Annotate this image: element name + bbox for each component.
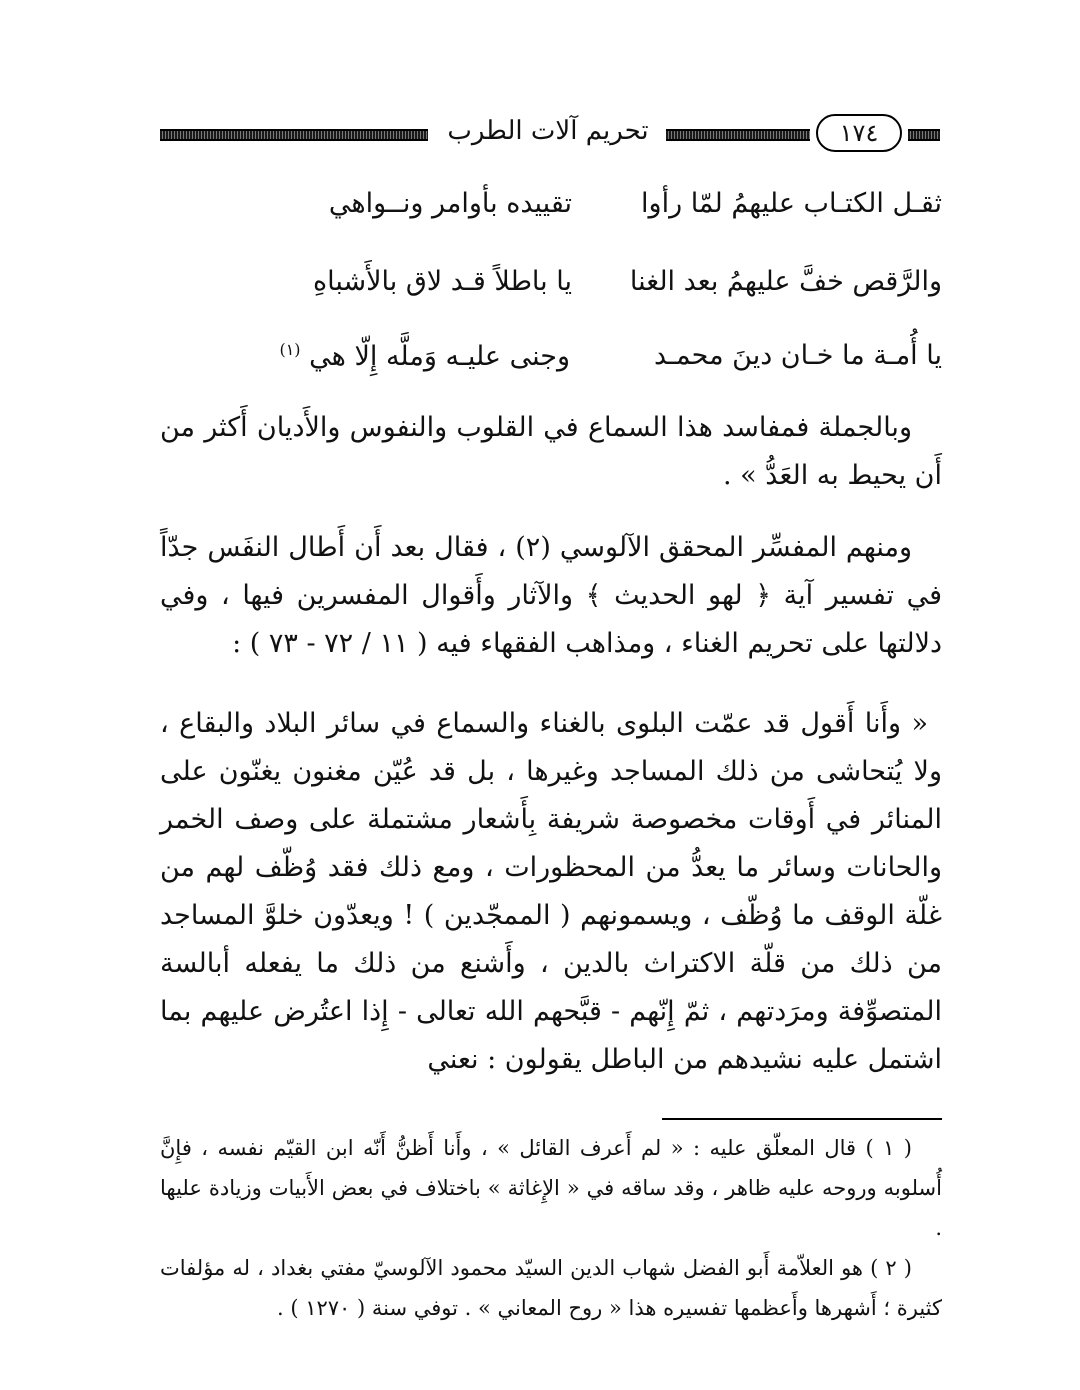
page-number: ١٧٤: [816, 114, 902, 152]
poem-line: [160, 188, 942, 228]
footnote-2: ( ٢ ) هو العلاّمة أَبو الفضل شهاب الدين السيّد محمود الآلوسيّ مفتي بغداد ، له مؤلفات كثيرة ؛ أَشهرها وأَعظمها تفسيره هذا « روح المعاني » . توفي سنة ( ١٢٧٠ ) .: [160, 1256, 942, 1320]
verse-second-hemistich: يا باطلاً قـد لاق بالأَشباهِ: [312, 266, 572, 297]
verse-text: وجنى عليـه وَملَّه إِلّا هي: [309, 341, 570, 372]
verse-first-hemistich: ثقـل الكتـاب عليهمُ لمّا رأوا: [641, 188, 942, 219]
running-title: تحريم آلات الطرب: [447, 116, 649, 146]
body-text: [160, 700, 942, 1084]
verse-second-hemistich: تقييده بأوامر ونــواهي: [328, 188, 572, 219]
page-header: [160, 112, 940, 156]
footnotes: [160, 1128, 942, 1328]
footnote-marker: (١): [279, 340, 301, 359]
footnote-1: ( ١ ) قال المعلّق عليه : « لم أَعرف القائل » ، وأَنا أَظنُّ أَنّه ابن القيّم نفسه ، فإِنَّ أُسلوبه وروحه عليه ظاهر ، وقد ساقه في « الإِغاثة » باختلاف في بعض الأَبيات وزيادة عليها .: [160, 1136, 942, 1240]
body-text: [160, 524, 942, 668]
verse-first-hemistich: يا أُمـة ما خـان دينَ محمـد: [653, 340, 942, 371]
paragraph: وبالجملة فمفاسد هذا السماع في القلوب والنفوس والأَديان أَكثر من أَن يحيط به العَدُّ » .: [160, 412, 942, 491]
quoted-paragraph: « وأَنا أَقول قد عمّت البلوى بالغناء والسماع في سائر البلاد والبقاع ، ولا يُتحاشى من ذلك المساجد وغيرها ، بل قد عُيّن مغنون يغنّون على المنائر في أَوقات مخصوصة شريفة بِأَشعار مشتملة على وصف الخمر والحانات وسائر ما يعدُّ من المحظورات ، ومع ذلك فقد وُظّف لهم من غلّة الوقف ما وُظّف ، ويسمونهم ( الممجّدين ) ! ويعدّون خلوَّ المساجد من ذلك من قلّة الاكتراث بالدين ، وأَشنع من ذلك ما يفعله أبالسة المتصوِّفة ومرَدتهم ، ثمّ إِنّهم - قبَّحهم الله تعالى - إِذا اعتُرض عليهم بما اشتمل عليه نشيدهم من الباطل يقولون : نعني: [160, 708, 942, 1075]
verse-second-hemistich: [279, 340, 570, 372]
header-ornament-middle: [666, 129, 810, 141]
header-ornament-left: [160, 129, 428, 141]
footnote-separator: [662, 1118, 942, 1120]
body-text: [160, 404, 942, 500]
header-ornament-right: [908, 129, 940, 141]
poem-line: [160, 340, 942, 380]
paragraph: ومنهم المفسِّر المحقق الآلوسي (٢) ، فقال بعد أَن أَطال النفَس جدّاً في تفسير آية ﴿ لهو الحديث ﴾ والآثار وأَقوال المفسرين فيها ، وفي دلالتها على تحريم الغناء ، ومذاهب الفقهاء فيه ( ١١ / ٧٢ - ٧٣ ) :: [160, 532, 942, 659]
poem-line: [160, 266, 942, 306]
verse-first-hemistich: والرَّقص خفَّ عليهمُ بعد الغنا: [629, 266, 942, 297]
